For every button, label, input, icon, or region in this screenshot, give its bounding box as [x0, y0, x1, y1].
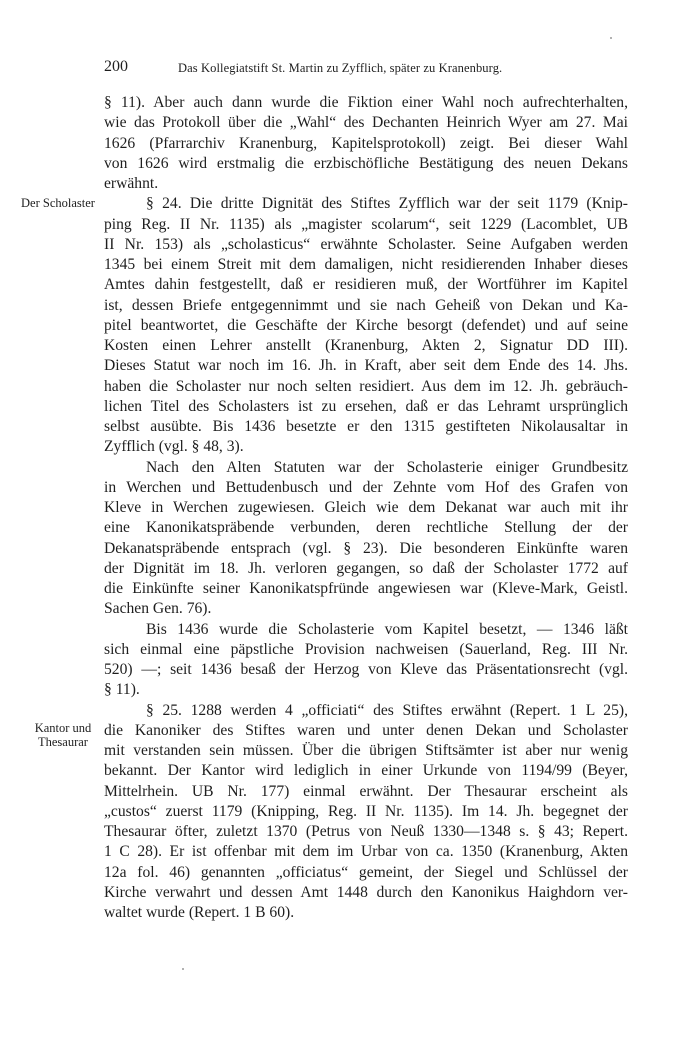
text-line: Kosten einen Lehrer anstellt (Kranenburg, Akten 2, Signatur DD III).	[104, 337, 628, 354]
text-line: die Kanoniker des Stiftes waren und unter denen Dekan und Scholaster	[104, 721, 628, 739]
text-line: eine Kanonikatspräbende verbunden, deren rechtliche Stellung der der	[104, 519, 628, 537]
text-line: sich einmal eine päpstliche Provision nachweisen (Sauerland, Reg. III Nr.	[104, 640, 628, 658]
margin-note-scholaster: Der Scholaster	[21, 196, 95, 210]
text-line: § 24. Die dritte Dignität des Stiftes Zyfflich war der seit 1179 (Knip-	[146, 195, 628, 213]
paper-speck	[610, 37, 612, 39]
body-text	[104, 93, 628, 923]
text-line: § 11). Aber auch dann wurde die Fiktion einer Wahl noch aufrechterhalten,	[104, 94, 628, 111]
text-line: ping Reg. II Nr. 1135) als „magister scolarum“, seit 1229 (Lacomblet, UB	[104, 215, 628, 233]
text-line: § 25. 1288 werden 4 „officiati“ des Stiftes erwähnt (Repert. 1 L 25),	[146, 701, 628, 719]
paper-speck	[182, 968, 184, 970]
text-line: „custos“ zuerst 1179 (Knipping, Reg. II Nr. 1135). Im 14. Jh. begegnet der	[104, 802, 628, 820]
text-line: 12a fol. 46) genannten „officiatus“ gemeint, der Siegel und Schlüssel der	[104, 863, 628, 881]
text-line: waltet wurde (Repert. 1 B 60).	[104, 904, 295, 921]
text-line: 520) —; seit 1436 besaß der Herzog von Kleve das Präsentationsrecht (vgl.	[104, 661, 628, 678]
text-line: pitel beantwortet, die Geschäfte der Kirche besorgt (defendet) und auf seine	[104, 316, 628, 334]
text-line: Bis 1436 wurde die Scholasterie vom Kapitel besetzt, — 1346 läßt	[146, 620, 628, 638]
running-title: Das Kollegiatstift St. Martin zu Zyfflich, später zu Kranenburg.	[178, 61, 503, 75]
text-line: bekannt. Der Kantor wird lediglich in einer Urkunde von 1194/99 (Beyer,	[104, 762, 628, 780]
text-line: lichen Titel des Scholasters ist zu ersehen, daß er das Lehramt ursprünglich	[104, 397, 628, 415]
margin-note-kantor-thesaurar	[32, 721, 94, 749]
text-line: Thesaurar öfter, zuletzt 1370 (Petrus von Neuß 1330—1348 s. § 43; Repert.	[104, 823, 628, 840]
text-line: haben die Scholaster nur noch selten residiert. Aus dem im 12. Jh. gebräuch-	[104, 377, 628, 395]
text-line: 1345 bei einem Streit mit dem damaligen, nicht residierenden Inhaber dieses	[104, 256, 628, 273]
text-line: von 1626 wird erstmalig die erzbischöfliche Bestätigung des neuen Dekans	[104, 154, 628, 172]
page-number: 200	[104, 58, 128, 75]
running-header	[104, 58, 628, 80]
text-line: Amtes dahin festgestellt, daß er residieren muß, der Wortführer im Kapitel	[104, 276, 628, 294]
text-line: Dekanatspräbende entsprach (vgl. § 23). Die besonderen Einkünfte waren	[104, 539, 628, 557]
text-line: Nach den Alten Statuten war der Scholasterie einiger Grundbesitz	[146, 458, 628, 476]
text-line: § 11).	[104, 681, 140, 699]
text-line: die Einkünfte seiner Kanonikatspfründe angewiesen war (Kleve-Mark, Geistl.	[104, 580, 628, 597]
margin-note-thesaurar-line: Thesaurar	[38, 735, 88, 749]
text-line: Kleve in Werchen zugewiesen. Gleich wie dem Dekanat war auch mit ihr	[104, 499, 628, 516]
text-line: Mittelrhein. UB Nr. 177) einmal erwähnt. Der Thesaurar erscheint als	[104, 782, 628, 800]
text-line: ist, dessen Briefe entgegennimmt und sie nach Geheiß von Dekan und Ka-	[104, 296, 628, 314]
text-line: selbst ausübte. Bis 1436 besetzte er den 1315 gestifteten Nikolausaltar in	[104, 418, 628, 435]
text-line: II Nr. 153) als „scholasticus“ erwähnte Scholaster. Seine Aufgaben werden	[104, 235, 628, 253]
text-line: der Dignität im 18. Jh. verloren gegangen, so daß der Scholaster 1772 auf	[104, 559, 628, 577]
text-line: Dieses Statut war noch im 16. Jh. in Kraft, aber seit dem Ende des 14. Jhs.	[104, 357, 628, 375]
margin-note-kantor-line: Kantor und	[34, 721, 92, 735]
text-line: wie das Protokoll über die „Wahl“ des Dechanten Heinrich Wyer am 27. Mai	[104, 114, 628, 132]
text-line: 1 C 28). Er ist offenbar mit dem im Urbar von ca. 1350 (Kranenburg, Akten	[104, 843, 628, 861]
text-line: in Werchen und Bettudenbusch und der Zehnte vom Hof des Grafen von	[104, 478, 628, 496]
text-line: mit verstanden sein müssen. Über die übrigen Stiftsämter ist aber nur wenig	[104, 742, 628, 759]
text-line: Zyfflich (vgl. § 48, 3).	[104, 438, 244, 456]
text-line: Kirche verwahrt und dessen Amt 1448 durch den Kanonikus Haighdorn ver-	[104, 883, 628, 901]
text-line: erwähnt.	[104, 175, 159, 192]
text-line: Sachen Gen. 76).	[104, 600, 212, 618]
text-line: 1626 (Pfarrarchiv Kranenburg, Kapitelsprotokoll) zeigt. Bei dieser Wahl	[104, 134, 628, 152]
